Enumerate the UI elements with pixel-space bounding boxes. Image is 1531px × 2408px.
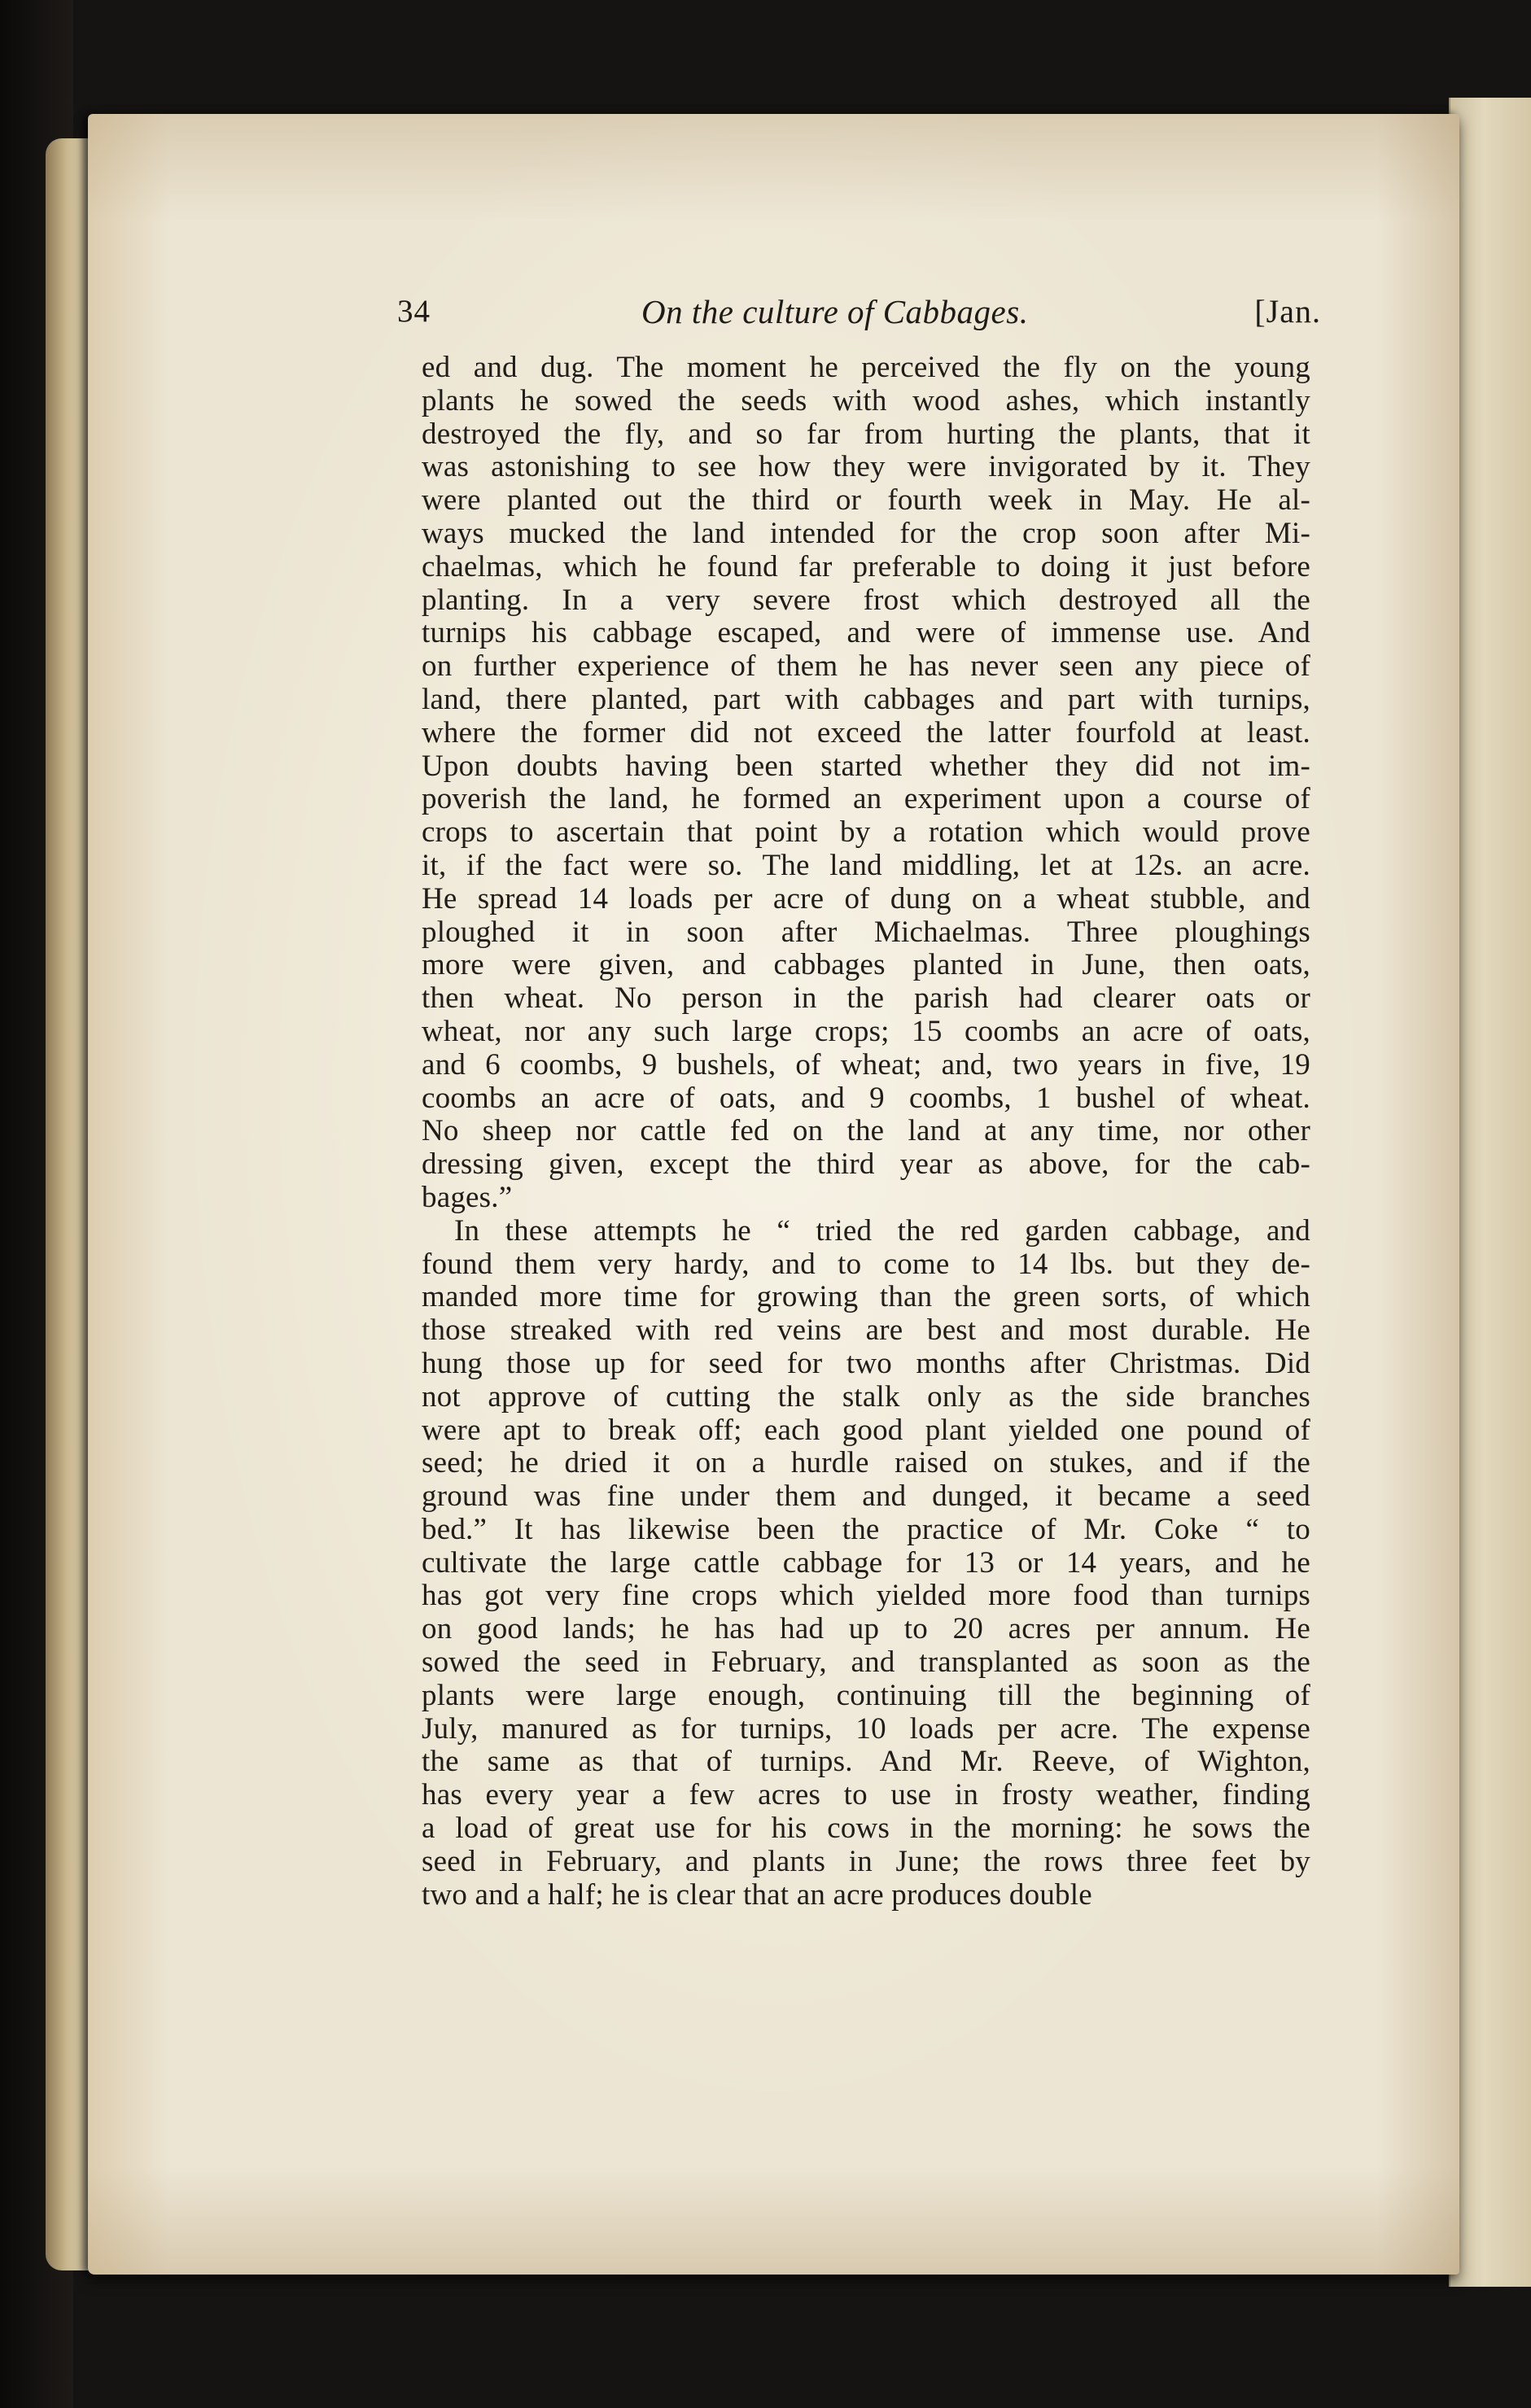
text-line: bages.”: [422, 1180, 513, 1214]
text-line: where the former did not exceed the latter fourfold at least.: [422, 715, 1310, 749]
text-line: a load of great use for his cows in the morning: he sows the: [422, 1811, 1310, 1846]
text-line: He spread 14 loads per acre of dung on a wheat stubble, and: [422, 881, 1310, 916]
text-line: has got very fine crops which yielded more food than turnips: [422, 1579, 1310, 1613]
text-line: found them very hardy, and to come to 14 lbs. but they de-: [422, 1247, 1310, 1281]
text-line: and 6 coombs, 9 bushels, of wheat; and, two years in five, 19: [422, 1047, 1310, 1082]
text-line: crops to ascertain that point by a rotation which would prove: [422, 815, 1310, 850]
text-line: seed; he dried it on a hurdle raised on stukes, and if the: [422, 1446, 1310, 1480]
text-line: turnips his cabbage escaped, and were of immense use. And: [422, 616, 1310, 650]
text-line: chaelmas, which he found far preferable to doing it just before: [422, 549, 1310, 583]
text-line: wheat, nor any such large crops; 15 coombs an acre of oats,: [422, 1014, 1310, 1048]
text-line: No sheep nor cattle fed on the land at any time, nor other: [422, 1114, 1310, 1148]
text-line: then wheat. No person in the parish had clearer oats or: [422, 981, 1310, 1016]
text-line: July, manured as for turnips, 10 loads per acre. The expense: [422, 1711, 1310, 1746]
text-line: ground was fine under them and dunged, it became a seed: [422, 1479, 1310, 1514]
running-title: On the culture of Cabbages.: [641, 293, 1029, 330]
facing-page-edge: [1449, 98, 1531, 2287]
text-line: was astonishing to see how they were invigorated by it. They: [422, 450, 1310, 484]
text-line: hung those up for seed for two months after Christmas. Did: [422, 1346, 1310, 1380]
text-line: cultivate the large cattle cabbage for 13 or 14 years, and he: [422, 1545, 1310, 1580]
text-line: planting. In a very severe frost which destroyed all the: [422, 583, 1310, 617]
running-header: [397, 287, 1321, 336]
text-line: land, there planted, part with cabbages and part with turnips,: [422, 682, 1310, 716]
text-line: seed in February, and plants in June; the rows three feet by: [422, 1844, 1310, 1878]
text-line: ways mucked the land intended for the crop soon after Mi-: [422, 516, 1310, 550]
text-line: manded more time for growing than the green sorts, of which: [422, 1280, 1310, 1314]
text-line: those streaked with red veins are best and most durable. He: [422, 1313, 1310, 1348]
text-line: poverish the land, he formed an experiment upon a course of: [422, 782, 1310, 816]
text-line: ed and dug. The moment he perceived the fly on the young: [422, 351, 1310, 384]
page-gutter-edge: [46, 138, 93, 2270]
text-line: dressing given, except the third year as above, for the cab-: [422, 1147, 1310, 1182]
text-line: the same as that of turnips. And Mr. Reeve, of Wighton,: [422, 1745, 1310, 1779]
text-line: ploughed it in soon after Michaelmas. Three ploughings: [422, 915, 1310, 949]
text-line: not approve of cutting the stalk only as the side branches: [422, 1379, 1310, 1414]
text-line: In these attempts he “ tried the red garden cabbage, and: [454, 1213, 1310, 1248]
text-line: Upon doubts having been started whether they did not im-: [422, 749, 1310, 783]
text-line: two and a half; he is clear that an acre produces double: [422, 1877, 1092, 1912]
text-line: sowed the seed in February, and transplanted as soon as the: [422, 1645, 1310, 1680]
text-line: were planted out the third or fourth week in May. He al-: [422, 483, 1310, 518]
text-line: more were given, and cabbages planted in June, then oats,: [422, 948, 1310, 982]
text-line: coombs an acre of oats, and 9 coombs, 1 bushel of wheat.: [422, 1081, 1310, 1115]
text-line: plants were large enough, continuing till the beginning of: [422, 1678, 1310, 1712]
page-number: 34: [397, 294, 431, 329]
text-line: has every year a few acres to use in frosty weather, finding: [422, 1778, 1310, 1812]
text-line: on further experience of them he has never seen any piece of: [422, 649, 1310, 684]
text-line: plants he sowed the seeds with wood ashes, which instantly: [422, 383, 1310, 417]
text-line: destroyed the fly, and so far from hurting the plants, that it: [422, 417, 1310, 451]
text-line: were apt to break off; each good plant yielded one pound of: [422, 1413, 1310, 1447]
section-month: [Jan.: [1254, 293, 1321, 330]
text-line: it, if the fact were so. The land middling, let at 12s. an acre.: [422, 848, 1310, 882]
text-line: bed.” It has likewise been the practice of Mr. Coke “ to: [422, 1512, 1310, 1546]
body-text: [422, 352, 1310, 1912]
text-line: on good lands; he has had up to 20 acres per annum. He: [422, 1612, 1310, 1646]
